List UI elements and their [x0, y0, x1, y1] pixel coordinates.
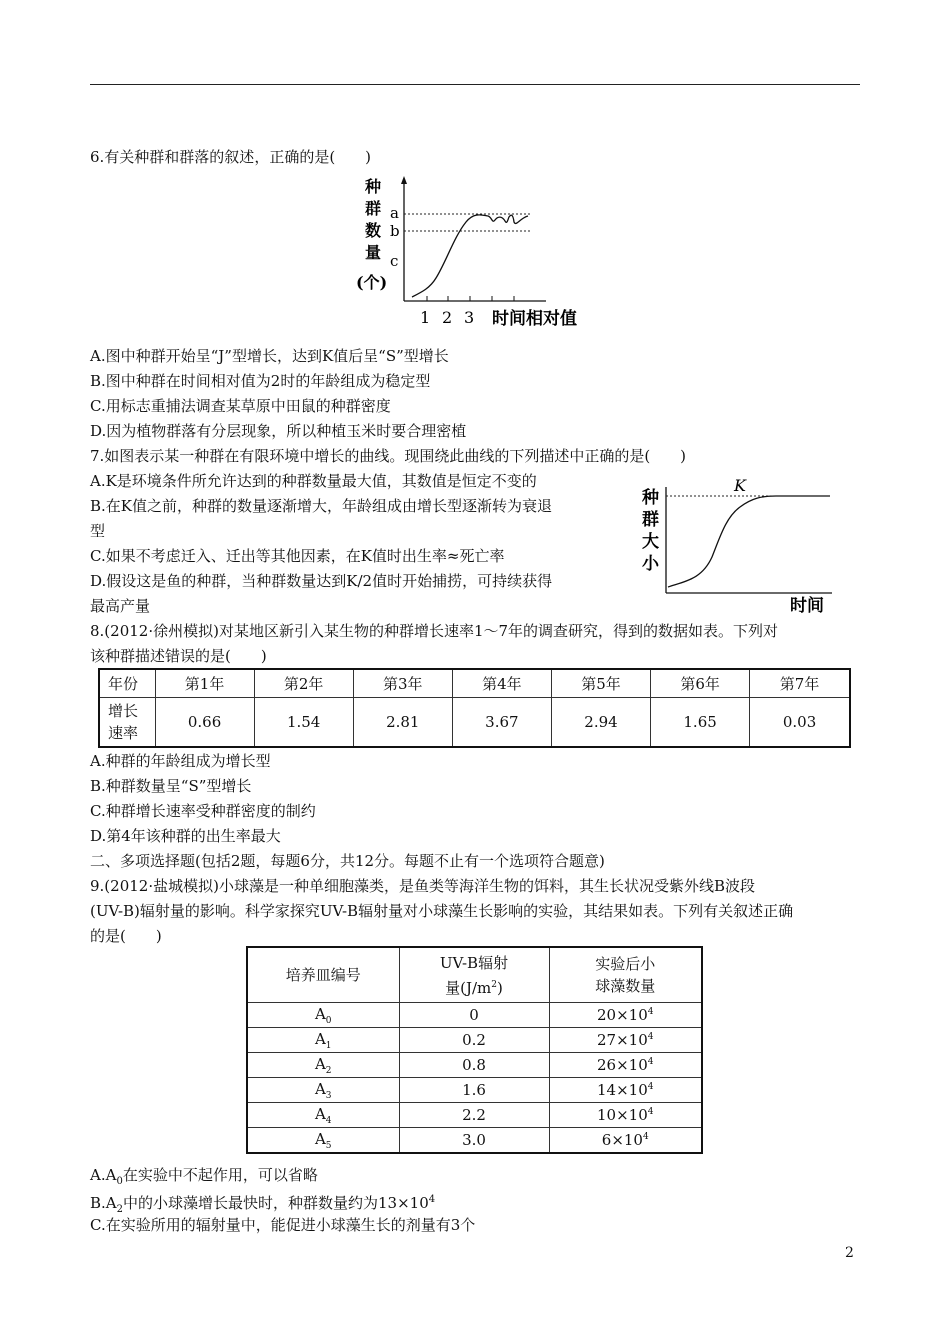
q6-stem: 6.有关种群和群落的叙述，正确的是( )	[90, 148, 372, 166]
q6-y-arrow	[401, 176, 407, 184]
table-cell: 0.03	[750, 698, 850, 748]
q7-y-label-char: 大	[642, 532, 659, 552]
table-row	[247, 947, 702, 1003]
table-row	[99, 669, 850, 698]
q7-s-curve	[668, 496, 830, 587]
q8-growth-rate-table	[98, 668, 851, 748]
table-cell: 1.6	[399, 1078, 549, 1103]
q6-y-label-char: 量	[365, 243, 382, 262]
table-row	[247, 1053, 702, 1078]
q9-stem-line3: 的是( )	[90, 927, 162, 945]
row-header-line1: 增长	[108, 702, 139, 720]
table-header-cell: 第2年	[254, 669, 353, 698]
q8-option-c: C.种群增长速率受种群密度的制约	[90, 802, 316, 820]
table-header-cell: 第7年	[750, 669, 850, 698]
superscript: 2	[491, 979, 498, 990]
table-cell: 1.65	[651, 698, 750, 748]
table-cell: $14\times 10^4$	[549, 1078, 702, 1103]
table-cell: 2.94	[551, 698, 650, 748]
q8-option-a: A.种群的年龄组成为增长型	[90, 752, 271, 770]
table-header-cell	[549, 947, 702, 1003]
q7-x-label: 时间	[790, 596, 824, 615]
table-row	[99, 698, 850, 748]
table-row	[247, 1103, 702, 1128]
q8-stem-line1: 8.(2012·徐州模拟)对某地区新引入某生物的种群增长速率1～7年的调查研究，得到的数据如表。下列对	[90, 622, 779, 640]
table-cell: $27\times 10^4$	[549, 1028, 702, 1053]
q7-option-c: C.如果不考虑迁入、迁出等其他因素，在K值时出生率≈死亡率	[90, 547, 505, 565]
q7-option-b: B.在K值之前，种群的数量逐渐增大，年龄组成由增长型逐渐转为衰退	[90, 497, 553, 515]
table-cell: 0	[399, 1003, 549, 1028]
table-cell: $26\times 10^4$	[549, 1053, 702, 1078]
table-cell: $A_0$	[247, 1003, 399, 1028]
table-header-cell: 培养皿编号	[247, 947, 399, 1003]
table-row	[247, 1078, 702, 1103]
table-cell: 0.66	[155, 698, 254, 748]
q7-stem: 7.如图表示某一种群在有限环境中增长的曲线。现围绕此曲线的下列描述中正确的是( )	[90, 447, 687, 465]
q9-option-c: C.在实验所用的辐射量中，能促进小球藻生长的剂量有3个	[90, 1216, 476, 1234]
row-header-line2: 速率	[108, 724, 139, 742]
table-header-cell: 第4年	[452, 669, 551, 698]
table-cell: $A_5$	[247, 1128, 399, 1154]
table-cell: $A_4$	[247, 1103, 399, 1128]
table-header-cell: 第3年	[353, 669, 452, 698]
q7-option-b-cont: 型	[90, 522, 106, 540]
q6-y-unit: (个)	[356, 273, 388, 292]
q6-growth-curve	[412, 215, 528, 297]
q7-y-label-char: 小	[642, 554, 659, 574]
q6-x-tick-label: 3	[464, 308, 475, 327]
header-line: 球藻数量	[595, 977, 656, 995]
table-row	[247, 1028, 702, 1053]
table-cell: 0.8	[399, 1053, 549, 1078]
q6-option-c: C.用标志重捕法调查某草原中田鼠的种群密度	[90, 397, 391, 415]
q7-option-d: D.假设这是鱼的种群，当种群数量达到K/2值时开始捕捞，可持续获得	[90, 572, 553, 590]
table-header-cell	[399, 947, 549, 1003]
q6-x-tick-label: 1	[420, 308, 431, 327]
table-cell: 2.2	[399, 1103, 549, 1128]
header-line: 量(J/m	[445, 978, 492, 997]
q6-mark-c: c	[390, 252, 399, 270]
q6-mark-a: a	[390, 204, 399, 222]
table-header-cell: 第5年	[551, 669, 650, 698]
q9-option-b: $B.A_2$中的小球藻增长最快时，种群数量约为$13\times 10^4$	[90, 1194, 436, 1215]
header-rule	[90, 84, 860, 85]
header-line: UV-B辐射	[439, 953, 509, 972]
q6-option-d: D.因为植物群落有分层现象，所以种植玉米时要合理密植	[90, 422, 467, 440]
table-header-cell: 第1年	[155, 669, 254, 698]
q7-y-label-char: 种	[642, 488, 659, 508]
q7-option-d-cont: 最高产量	[90, 597, 151, 615]
q9-stem-line1: 9.(2012·盐城模拟)小球藻是一种单细胞藻类，是鱼类等海洋生物的饵料，其生长状况受紫外线B波段	[90, 877, 755, 895]
q7-s-curve-chart	[636, 475, 846, 615]
q7-k-label: K	[734, 476, 746, 495]
table-corner: 年份	[99, 669, 155, 698]
table-cell: $10\times 10^4$	[549, 1103, 702, 1128]
table-cell: $A_3$	[247, 1078, 399, 1103]
q8-option-d: D.第4年该种群的出生率最大	[90, 827, 281, 845]
section-heading: 二、多项选择题(包括2题，每题6分，共12分。每题不止有一个选项符合题意)	[90, 852, 605, 870]
q8-stem-line2: 该种群描述错误的是( )	[90, 647, 267, 665]
table-cell: 0.2	[399, 1028, 549, 1053]
q6-y-label-char: 数	[365, 221, 382, 240]
table-row	[247, 1003, 702, 1028]
q6-y-label-char: 种	[365, 177, 382, 196]
q6-population-chart	[350, 172, 610, 332]
q6-mark-b: b	[390, 222, 400, 240]
table-cell: 2.81	[353, 698, 452, 748]
q6-option-b: B.图中种群在时间相对值为2时的年龄组成为稳定型	[90, 372, 431, 390]
table-cell: $A_2$	[247, 1053, 399, 1078]
q9-stem-line2: (UV-B)辐射量的影响。科学家探究UV-B辐射量对小球藻生长影响的实验，其结果如表。下列有关叙述正确	[90, 902, 794, 920]
table-row	[247, 1128, 702, 1154]
table-cell: 3.67	[452, 698, 551, 748]
q7-y-label-char: 群	[642, 510, 659, 530]
table-header-cell: 第6年	[651, 669, 750, 698]
q8-option-b: B.种群数量呈“S”型增长	[90, 777, 252, 795]
q9-option-a: $A.A_0$在实验中不起作用，可以省略	[90, 1166, 318, 1187]
q6-option-a: A.图中种群开始呈“J”型增长，达到K值后呈“S”型增长	[90, 347, 449, 365]
q6-y-label-char: 群	[365, 199, 382, 218]
header-line: )	[497, 978, 503, 997]
table-cell: $20\times 10^4$	[549, 1003, 702, 1028]
q9-uvb-table	[246, 946, 703, 1154]
header-line: 实验后小	[595, 955, 656, 973]
table-cell: $A_1$	[247, 1028, 399, 1053]
table-cell: $6\times 10^4$	[549, 1128, 702, 1154]
table-cell: 1.54	[254, 698, 353, 748]
table-row-header	[99, 698, 155, 748]
page-number: 2	[845, 1245, 854, 1261]
q6-x-label: 时间相对值	[492, 309, 577, 329]
table-cell: 3.0	[399, 1128, 549, 1154]
q6-x-tick-label: 2	[442, 308, 453, 327]
q7-option-a: A.K是环境条件所允许达到的种群数量最大值，其数值是恒定不变的	[90, 472, 537, 490]
